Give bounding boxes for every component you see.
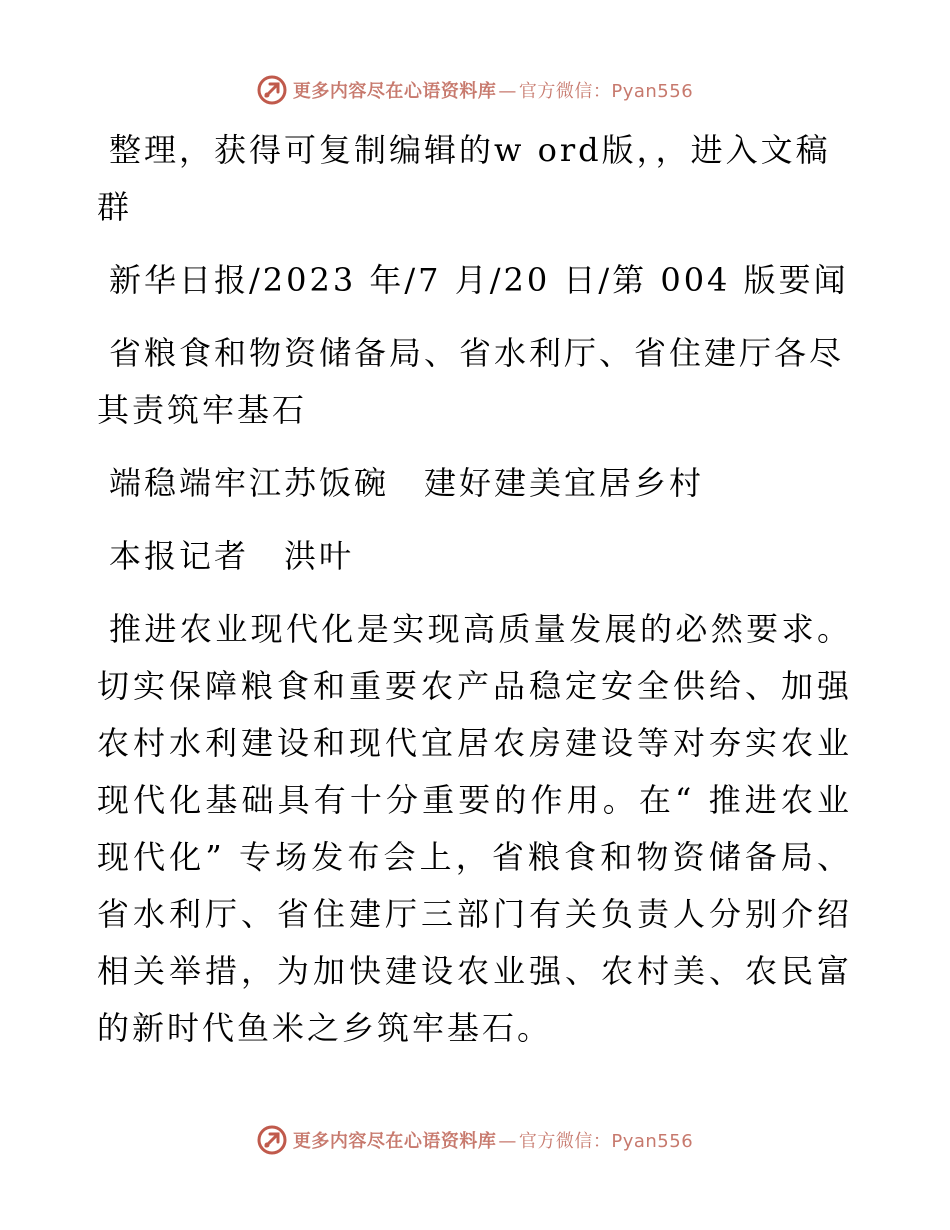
document-body: [97, 122, 852, 1057]
banner-brand: 更多内容尽在心语资料库: [292, 81, 497, 102]
intro-paragraph: 整理，获得可复制编辑的w ord版，，进入文稿群: [97, 131, 831, 226]
banner-brand: 更多内容尽在心语资料库: [292, 1131, 497, 1152]
banner-text: [293, 77, 693, 103]
seal-logo-icon: [257, 1125, 287, 1155]
banner-separator: —: [498, 81, 517, 102]
source-line: 新华日报/2023 年/7 月/20 日/第 004 版要闻: [109, 261, 849, 299]
banner-wechat: 官方微信：Pyan556: [518, 81, 694, 102]
seal-logo-icon: [257, 75, 287, 105]
banner-separator: —: [498, 1131, 517, 1152]
article-subtitle: 省粮食和物资储备局、省水利厅、省住建厅各尽其责筑牢基石: [97, 334, 845, 429]
banner-text: [293, 1127, 693, 1153]
body-paragraph: 推进农业现代化是实现高质量发展的必然要求。切实保障粮食和重要农产品稳定安全供给、加强农村水利建设和现代宜居农房建设等对夯实农业现代化基础具有十分重要的作用。在“ 推进农业现代化” 专场发布会上，省粮食和物资储备局、省水利厅、省住建厅三部门有关负责人分别介绍相关举措，为加快建设农业强、农村美、农民富的新时代鱼米之乡筑牢基石。: [97, 610, 852, 1047]
byline: 本报记者 洪叶: [109, 537, 355, 575]
article-headline: 端稳端牢江苏饭碗 建好建美宜居乡村: [109, 464, 705, 502]
footer-banner: [0, 1120, 950, 1160]
header-banner: [0, 70, 950, 110]
banner-wechat: 官方微信：Pyan556: [518, 1131, 694, 1152]
